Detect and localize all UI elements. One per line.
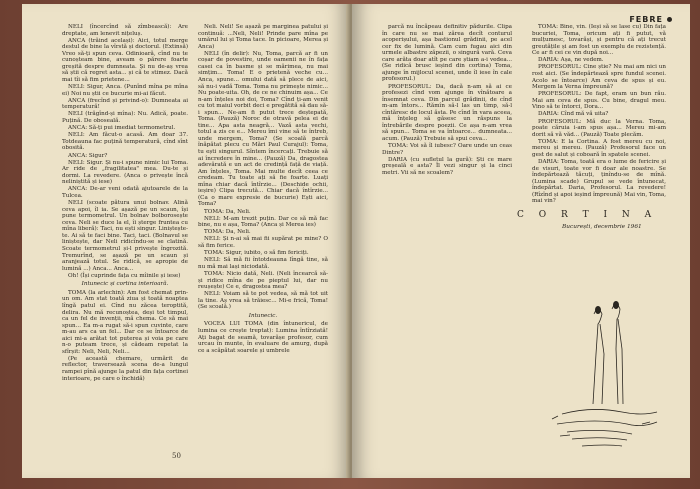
- text-paragraph: NELI (în delir): Nu, Toma, parcă ar fi un coșar de povestire, unde oamenii ne în fața casei ca în basme și se mărimea, nu mai simțim... Toma! E o prietenă veche cu... Anca, spune... omului dată să plece de aici, să nu-i vadă Toma. Toma nu primește nimic... Nu poate-uita. Oh, de ce ne chinuim așa... Ce n-am înțeles noi doi, Toma? Cînd ți-am venit cu tot maiul vorbit deci e pregătită să dau să-i spun... Ne-am fi putut trece deștepată, Toma. (Pauză) Noroc de otravă pelea ei de tine... Apa asta neagră... Vază asta vechi, totul a zis ce e... Mereu îmi vine să te întreb, unde mergem, Toma? (Se scoală parcă înăpătat plecu cu Mări Paul Curajul): Toma, tu ești singurul. Sîntem încercați. Trebuie să ai încredere în mine... (Pauză) Da, dragostea adevărată e un act de credință față de viață. Am înțeles, Toma. Mai multe decît ceea ce credeam. Tu toate ați să fie foarte. Luați mîna chiar dacă întîrzie... (Deschide ochii, ieșire) Clipa trecută... Chiar dacă întîrzie... (Ca o mare expresie de bucurie) Ești aici, Toma?: [198, 50, 328, 208]
- text-paragraph: TOMA: E la Cortina. A fost mereu cu noi, mereu și mereu. (Pauză) Profesorul face un gest de salut și coboară în spatele scenei.: [532, 138, 666, 158]
- text-paragraph: Intunecic și cortina interioară.: [81, 281, 169, 288]
- text-paragraph: TOMA (la arlechin): Am fost chemat prin-un om. Am stat toată ziua și toată noaptea lîngă patul ei. Cînd nu zăcea teroptită, delira. Nu mă recunoștea, deși tot timpul, ca un fel de invenții, mă chema. Ce să mai spun... Ea m-a rugat să-i spun cuvinte, care m-au ars ca un fel... Dar ce se întoarce de aici mi-a arătat tot puterea și voia pe care n-o puteam trece, și cădeam repetat la sfîrșit: Neli, Neli, Neli...: [62, 289, 188, 355]
- text-paragraph: VOCEA LUI TOMA (din întunericul, de lumina ce crește treptat): Lumina întîrziată! Ați bagat de seamă, tovarășe profesor, cum urcau în munte, în evaluare de amurg, după ce a scăpătat soarele și umbrele: [198, 321, 328, 354]
- text-paragraph: DARIA: Toma, toată era o lume de fericire și de visuri, toate vor fi doar ale noastre. Se îndepărtează tăcuți, ținîndu-se de mînă. (Lumina scade) Grupul se vede întunecat, îndepărtat. Daria, Profesorul. La revedere! (Rîzînd și apoi ieșind împreună) Mai vin, Toma, mai vin?: [532, 159, 666, 205]
- text-paragraph: TOMA: Da, Neli.: [204, 229, 251, 236]
- text-paragraph: NELI: Să mă fii întotdeauna lîngă tine, să nu mă mai lași niciodată.: [198, 257, 328, 270]
- text-paragraph: Intunecic.: [248, 312, 278, 319]
- text-paragraph: NELI: Am făcut-o acasă. Am doar 37. Totdeauna fac puțină temperatură, cînd sînt obosită.: [62, 132, 188, 152]
- text-paragraph: NELI (încercînd să zîmbească): Are dreptate, am lenevit nițeluș.: [62, 24, 188, 37]
- text-paragraph: Neli. Neli! Se așază pe marginea patului și continuă: ...Neli, Neli! Prinde pare mîna pe umărul lui și Toma tace. In picioare, Merea și Anca): [198, 24, 328, 50]
- text-paragraph: NELI: Sigur, Anca. (Punînd mîna pe mîna ei) Noi nu știi ce bucurie mi-ai făcut.: [62, 84, 188, 97]
- text-paragraph: ANCA (trăind același): Aici, totul merge destul de bine la vîrstă și doctorul. (Extinsă) Vreo să-ți spun ceva. Odinioară, cînd nu te cunoșteam bine, aveam o părere foarte greșită despre dumneata. Și nu de-aș vrea să știi că regret asta... și că te stimez. Dacă mai tîi să fim prietene...: [62, 37, 188, 83]
- text-paragraph: Oh! (Își cuprinde fața cu mîinile și iese): [68, 272, 181, 279]
- text-paragraph: PROFESORUL: De fapt, eram un bun rău. Mai am ceva de spus. Cu bine, dragul meu. Vino să te întorci, Dora...: [532, 91, 666, 111]
- text-paragraph: ANCA: Sigur?: [68, 152, 108, 159]
- text-paragraph: DARIA: Așa, ne vedem.: [538, 57, 604, 64]
- header-bullet-icon: [667, 17, 672, 22]
- text-paragraph: PROFESORUL: Mă duc la Verna. Toma, poate căruia i-am spus așa... Mereu mi-am dorit să vă văd... (Pauză) Toate plecăm.: [532, 118, 666, 138]
- text-paragraph: PROFESORUL: Da, dacă n-am să ai ce profesezi cînd vom ajunge în vînătoare a însemnat ceva. Din parcul grădinii, de cînd m-am întors... Rămîn să-l las un timp, să-l cîntăresc de locul ăsta. Pe cînd în vara aceea, mă înțeleg să găsesc un răspuns la întrebările despre poezii. Ce așa n-am vrea să spun... Toma se va întoarce... dumneata... acum. (Pauză) Trebuie să spui ceva...: [382, 83, 512, 142]
- text-paragraph: NELI: Voiam să te pot vedea, să mă tot uit la tine. Aș vrea să trăiesc... Mi-e frică, Toma! (Se scoală.): [198, 291, 328, 311]
- left-column-2: [198, 24, 328, 355]
- cortina-heading: C O R T I N A: [517, 210, 658, 220]
- page-number: 50: [172, 452, 181, 460]
- text-paragraph: ANCA (frecînd și privind-o): Dumneata ai temperatură!: [62, 97, 188, 111]
- text-paragraph: ANCA: De-ar veni odată ajutoarele de la Tulcea.: [62, 186, 188, 200]
- text-paragraph: DARIA: Cînd mă vă uita?: [538, 111, 609, 118]
- text-paragraph: PROFESORUL: Cine știe? Nu mai am nici un rost aici. (Se îndepărtează spre fundul scenei. Acolo se întoarce) Am ceva de spus și eu. Mergem la Verna împreună?: [532, 64, 666, 91]
- text-paragraph: NELI: Sigur. Și nu-i spune nimic lui Toma. Ar ride de „fragilitatea" mea. Du-te și dormi. La revedere. (Anca o privește încă neliniștită și iese): [62, 159, 188, 186]
- left-column-1: [62, 24, 188, 383]
- right-column-1: [382, 24, 512, 177]
- text-paragraph: TOMA: Da, Neli.: [204, 208, 251, 215]
- text-paragraph: DARIA (cu sufletul la gură): Ști ce mare greșeală e asta? Îl vezi singur și la cinci metri. Vii să ne scoalem?: [382, 156, 512, 176]
- text-paragraph: TOMA: Nicio dată, Neli. (Neli încearcă să-și ridice mîna de pe pieptul lui, dar nu reușește) Ce e, dragostea mea?: [198, 270, 328, 291]
- figures-illustration: [542, 274, 662, 464]
- text-paragraph: TOMA: Sigur, iubito, o să fim fericiți.: [204, 250, 309, 257]
- text-paragraph: NELI: Și n-ai să mai fii supărat pe mine? O să fim ferice.: [198, 236, 328, 250]
- running-header: [629, 15, 672, 24]
- text-paragraph: (Pe această chemare, urmărit de reflector, traversează scena de-a lungul rampei pînă ajunge la patul din fața cortinei interioare, pe care o închidă): [62, 355, 188, 382]
- running-header-text: FEBRE: [629, 15, 663, 24]
- text-paragraph: ANCA: Să-ți pui imediat termometrul.: [68, 125, 176, 132]
- right-page: [352, 4, 690, 478]
- text-paragraph: parcă nu încăpeau definitiv pădurile. Clipa în care nu se mai zărea decît conturul acoperișului, așa bastionul grădinii, pe acel cer fix de lumină. Cam cum fugau aici din urmele albastre zăpezii, o singură vară. Ceva care arăta doar atît pe care știam a-i vedea... (Se ridică brusc ieșind din cortina) Toma, ajunge în mijlocul scenei, unde îl iese în cale profesorul.): [382, 24, 512, 83]
- text-paragraph: TOMA: Bine, vin. (Ieși să se lase cu) Din fața bucuriei, Toma, oricum ați fi putut, vă mulțumesc, tovarăși, și pentru că ați trecut greutățile și am fost un exemplu de rezistență. Ce ar fi cei ce vin după noi...: [532, 24, 666, 57]
- left-page: [22, 4, 350, 478]
- right-column-2: [532, 24, 666, 206]
- text-paragraph: TOMA: Voi să îl iubesc? Oare unde un ceas Dintre?: [382, 143, 512, 156]
- text-paragraph: NELI (trăgînd-și mîna): Nu. Adică, poate. Puțină. De oboseală.: [62, 111, 188, 125]
- text-paragraph: NELI (scoate pătura unui bolnav. Alină ceva apoi, îl ia. Se așază pe un scaun, își pune termometrul. Un bolnav bolborosește ceva. Neli se duce la el, îi șterge fruntea cu mîna liberă): Taci, nu ești singur. Liniștește-te. Ai să te faci bine. Taci, taci. (Bolnavul se liniștește, dar Neli ridicîndu-se se clatină. Scoate termometrul și-l privește îngrozită. Tremurînd, se așază pe un scaun și aranjează totul. Se ridică, se apropie de lumină ...) Anca... Anca...: [62, 200, 188, 272]
- dateline: București, decembrie 1961: [562, 224, 642, 230]
- text-paragraph: NELI: M-am trezit puțin. Dar ce să mă fac bine, nu e așa, Toma? (Anca și Merea ies): [198, 215, 328, 229]
